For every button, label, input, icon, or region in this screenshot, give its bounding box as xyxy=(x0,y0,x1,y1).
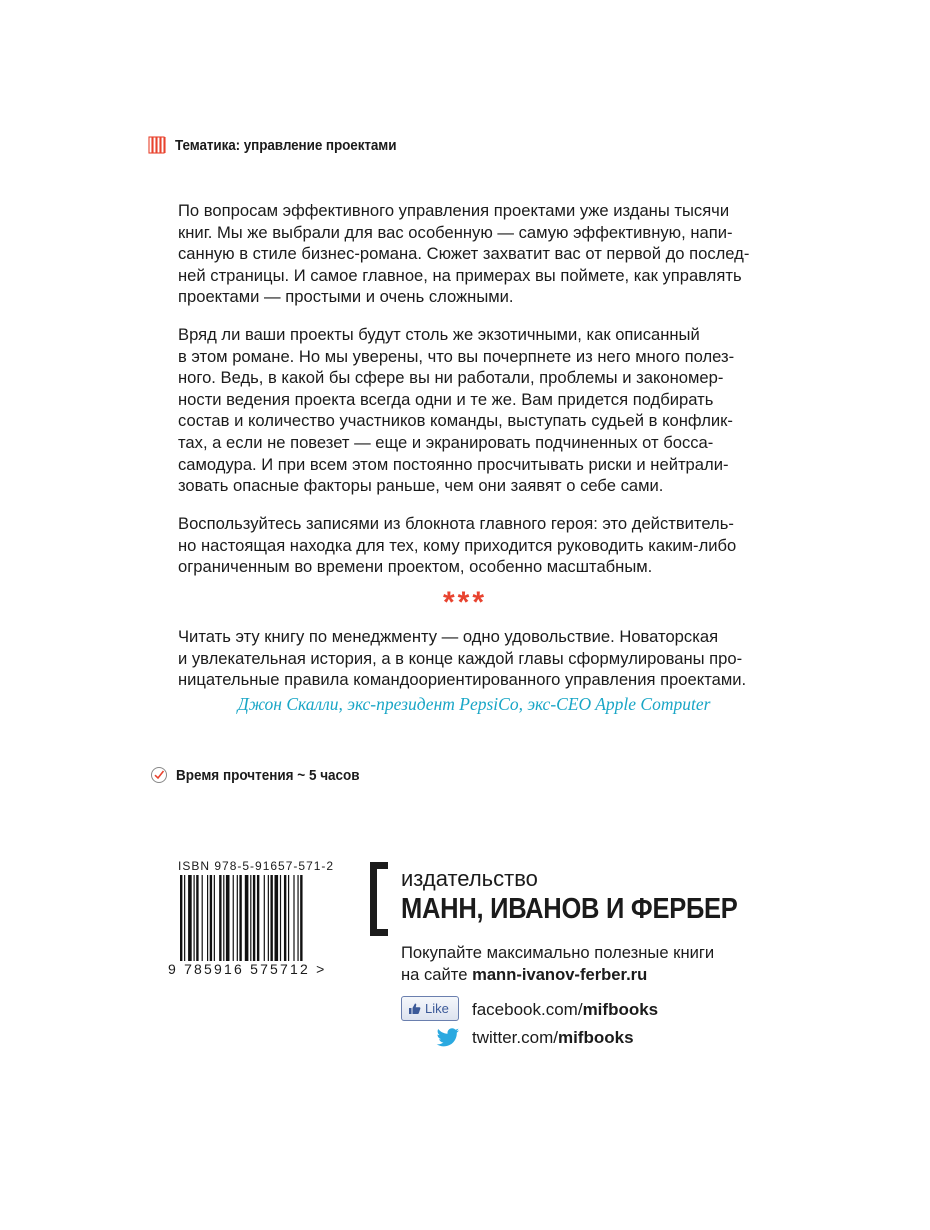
barcode-bar xyxy=(214,875,215,961)
barcode-bar xyxy=(293,875,294,961)
barcode-bar xyxy=(219,875,221,961)
description-paragraph-3 xyxy=(178,513,758,578)
barcode-bar xyxy=(264,875,265,961)
reading-time-value: ~ 5 часов xyxy=(297,766,360,784)
barcode-bar xyxy=(280,875,281,961)
buy-line-1: Покупайте максимально полезные книги xyxy=(401,943,715,962)
barcode-bar xyxy=(253,875,255,961)
barcode-bar xyxy=(239,875,241,961)
quote-line: Читать эту книгу по менеджменту — одно удовольствие. Новаторская xyxy=(178,627,719,646)
text-line: зовать опасные факторы раньше, чем они заявят о себе сами. xyxy=(178,476,664,496)
text-line: По вопросам эффективного управления проектами уже изданы тысячи xyxy=(178,201,730,220)
topic-label: Тематика: управление проектами xyxy=(175,136,397,154)
text-line: ограниченным во времени проектом, особенно масштабным. xyxy=(178,557,653,577)
barcode-bar xyxy=(257,875,259,961)
buy-line-2-prefix: на сайте xyxy=(401,965,468,984)
text-line: ней страницы. И самое главное, на примерах вы поймете, как управлять xyxy=(178,265,742,285)
barcode-bar xyxy=(207,875,208,961)
barcode-digits: 9 785916 575712 > xyxy=(168,961,327,977)
barcode-bar xyxy=(194,875,195,961)
barcode-bar xyxy=(196,875,198,961)
twitter-bird-icon xyxy=(436,1028,460,1048)
barcode-bar xyxy=(300,875,302,961)
barcode-bar xyxy=(184,875,185,961)
barcode-bar xyxy=(237,875,238,961)
barcode-bar xyxy=(270,875,272,961)
facebook-handle: mifbooks xyxy=(582,1000,659,1019)
barcode-bar xyxy=(202,875,203,961)
barcode-bar xyxy=(275,875,279,961)
publisher-bracket-logo xyxy=(370,862,388,936)
text-line: проектами — простыми и очень сложными. xyxy=(178,287,514,307)
barcode-bar xyxy=(226,875,230,961)
buy-info xyxy=(401,942,714,986)
separator-stars: *** xyxy=(442,586,488,619)
like-label: Like xyxy=(425,1001,449,1016)
publisher-prefix: издательство xyxy=(401,866,538,891)
barcode-bar xyxy=(250,875,251,961)
twitter-prefix: twitter.com/ xyxy=(472,1028,558,1047)
barcode-bar xyxy=(288,875,289,961)
text-line: в этом романе. Но мы уверены, что вы почерпнете из него много полез- xyxy=(178,346,735,366)
barcode-bar xyxy=(268,875,269,961)
books-icon xyxy=(148,136,168,154)
text-line: книг. Мы же выбрали для вас особенную — самую эффективную, напи- xyxy=(178,222,733,242)
publisher-name: МАНН, ИВАНОВ И ФЕРБЕР xyxy=(401,893,738,925)
text-line: но настоящая находка для тех, кому приходится руководить каким-либо xyxy=(178,535,737,555)
quote-attribution: Джон Скалли, экс-президент PepsiCo, экс-CEO Apple Computer xyxy=(237,694,711,714)
text-line: Воспользуйтесь записями из блокнота главного героя: это действитель- xyxy=(178,514,734,533)
text-line: самодура. И при всем этом постоянно просчитывать риски и нейтрали- xyxy=(178,454,729,474)
quote-line: и увлекательная история, а в конце каждой главы сформулированы про- xyxy=(178,648,743,668)
barcode-bar xyxy=(233,875,234,961)
reading-time xyxy=(150,766,380,784)
barcode-bar xyxy=(245,875,249,961)
facebook-prefix: facebook.com/ xyxy=(472,1000,583,1019)
facebook-like-button[interactable] xyxy=(401,996,459,1021)
isbn-label: ISBN 978-5-91657-571-2 xyxy=(178,859,335,873)
barcode-bar xyxy=(210,875,212,961)
reading-time-label: Время прочтения xyxy=(176,766,294,784)
twitter-link[interactable] xyxy=(472,1028,634,1048)
barcode-bar xyxy=(188,875,192,961)
text-line: состав и количество участников команды, выступать судьей в конфлик- xyxy=(178,411,733,431)
text-line: санную в стиле бизнес-романа. Сюжет захватит вас от первой до послед- xyxy=(178,244,750,264)
barcode-image xyxy=(178,875,342,965)
description-paragraph-1 xyxy=(178,200,758,308)
barcode-bar xyxy=(180,875,182,961)
text-line: ного. Ведь, в какой бы сфере вы ни работали, проблемы и закономер- xyxy=(178,368,724,388)
barcode-bar xyxy=(223,875,224,961)
quote-line: ницательные правила командоориентированного управления проектами. xyxy=(178,670,747,690)
description-paragraph-2 xyxy=(178,324,758,497)
barcode-bar xyxy=(284,875,286,961)
review-quote xyxy=(178,626,758,691)
site-link[interactable]: mann-ivanov-ferber.ru xyxy=(472,965,648,984)
topic-header xyxy=(148,136,421,154)
clock-check-icon xyxy=(150,766,168,784)
thumbs-up-icon xyxy=(408,1002,421,1015)
barcode-bar xyxy=(297,875,298,961)
text-line: ности ведения проекта всегда одни и те же. Вам придется подбирать xyxy=(178,389,714,409)
facebook-link[interactable] xyxy=(472,1000,658,1020)
text-line: Вряд ли ваши проекты будут столь же экзотичными, как описанный xyxy=(178,325,700,344)
text-line: тах, а если не повезет — еще и экранировать подчиненных от босса- xyxy=(178,432,714,452)
twitter-handle: mifbooks xyxy=(557,1028,634,1047)
